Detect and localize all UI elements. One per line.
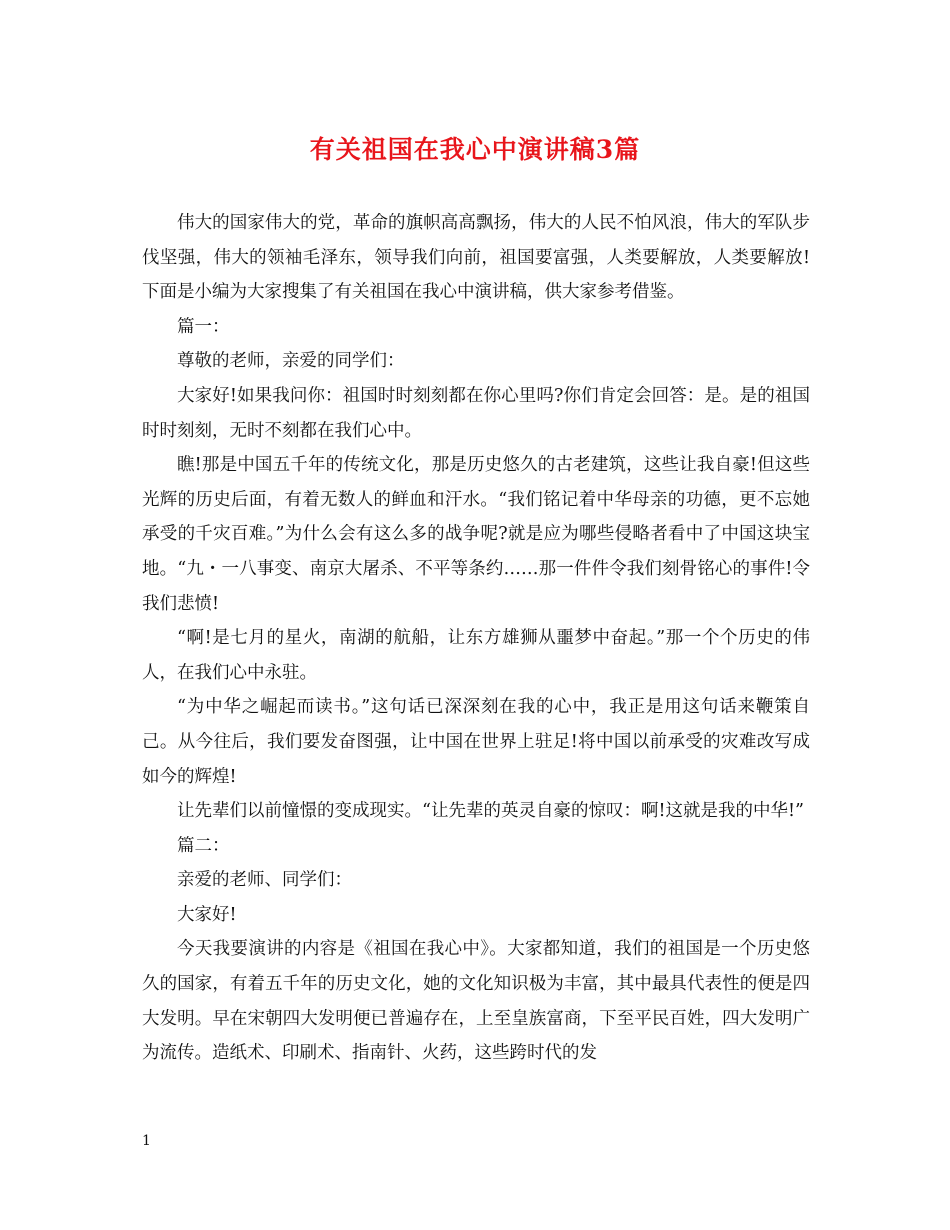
paragraph-1-4: 瞧!那是中国五千年的传统文化，那是历史悠久的古老建筑，这些让我自豪!但这些光辉的历史后面，有着无数人的鲜血和汗水。“我们铭记着中华母亲的功德，更不忘她承受的千灾百难。”为什么会有这么多的战争呢?就是应为哪些侵略者看中了中国这块宝地。“九・一八事变、南京大屠杀、不平等条约……那一件件令我们刻骨铭心的事件!令我们悲愤! [142,455,810,614]
paragraph-greeting-two: 亲爱的老师、同学们： [177,870,352,891]
paragraph-intro: 伟大的国家伟大的党，革命的旗帜高高飘扬，伟大的人民不怕风浪，伟大的军队步伐坚强，伟大的领袖毛泽东，领导我们向前，祖国要富强，人类要解放，人类要解放!下面是小编为大家搜集了有关祖国在我心中演讲稿，供大家参考借鉴。 [142,213,810,303]
paragraph-1-6: “为中华之崛起而读书。”这句话已深深刻在我的心中，我正是用这句话来鞭策自己。从今往后，我们要发奋图强，让中国在世界上驻足!将中国以前承受的灾难改写成如今的辉煌! [142,697,810,787]
document-body [142,206,810,1071]
paragraph-1-3: 大家好!如果我问你：祖国时时刻刻都在你心里吗?你们肯定会回答：是。是的祖国时时刻刻，无时不刻都在我们心中。 [142,385,810,441]
paragraph-1-5: “啊!是七月的星火，南湖的航船，让东方雄狮从噩梦中奋起。”那一个个历史的伟人，在我们心中永驻。 [142,628,810,683]
page-number: 1 [142,1133,151,1149]
paragraph-section-two-heading: 篇二： [177,835,230,856]
paragraph-hello-two: 大家好! [177,904,237,925]
document-title: 有关祖国在我心中演讲稿3篇 [309,135,641,164]
paragraph-1-7: 让先辈们以前憧憬的变成现实。“让先辈的英灵自豪的惊叹：啊!这就是我的中华!” [177,801,804,822]
paragraph-2-4: 今天我要演讲的内容是《祖国在我心中》。大家都知道，我们的祖国是一个历史悠久的国家，有着五千年的历史文化，她的文化知识极为丰富，其中最具代表性的便是四大发明。早在宋朝四大发明便已普遍存在，上至皇族富商，下至平民百姓，四大发明广为流传。造纸术、印刷术、指南针、火药，这些跨时代的发 [142,939,810,1064]
paragraph-section-one-heading: 篇一： [177,316,230,337]
paragraph-greeting-one: 尊敬的老师，亲爱的同学们： [177,351,405,372]
